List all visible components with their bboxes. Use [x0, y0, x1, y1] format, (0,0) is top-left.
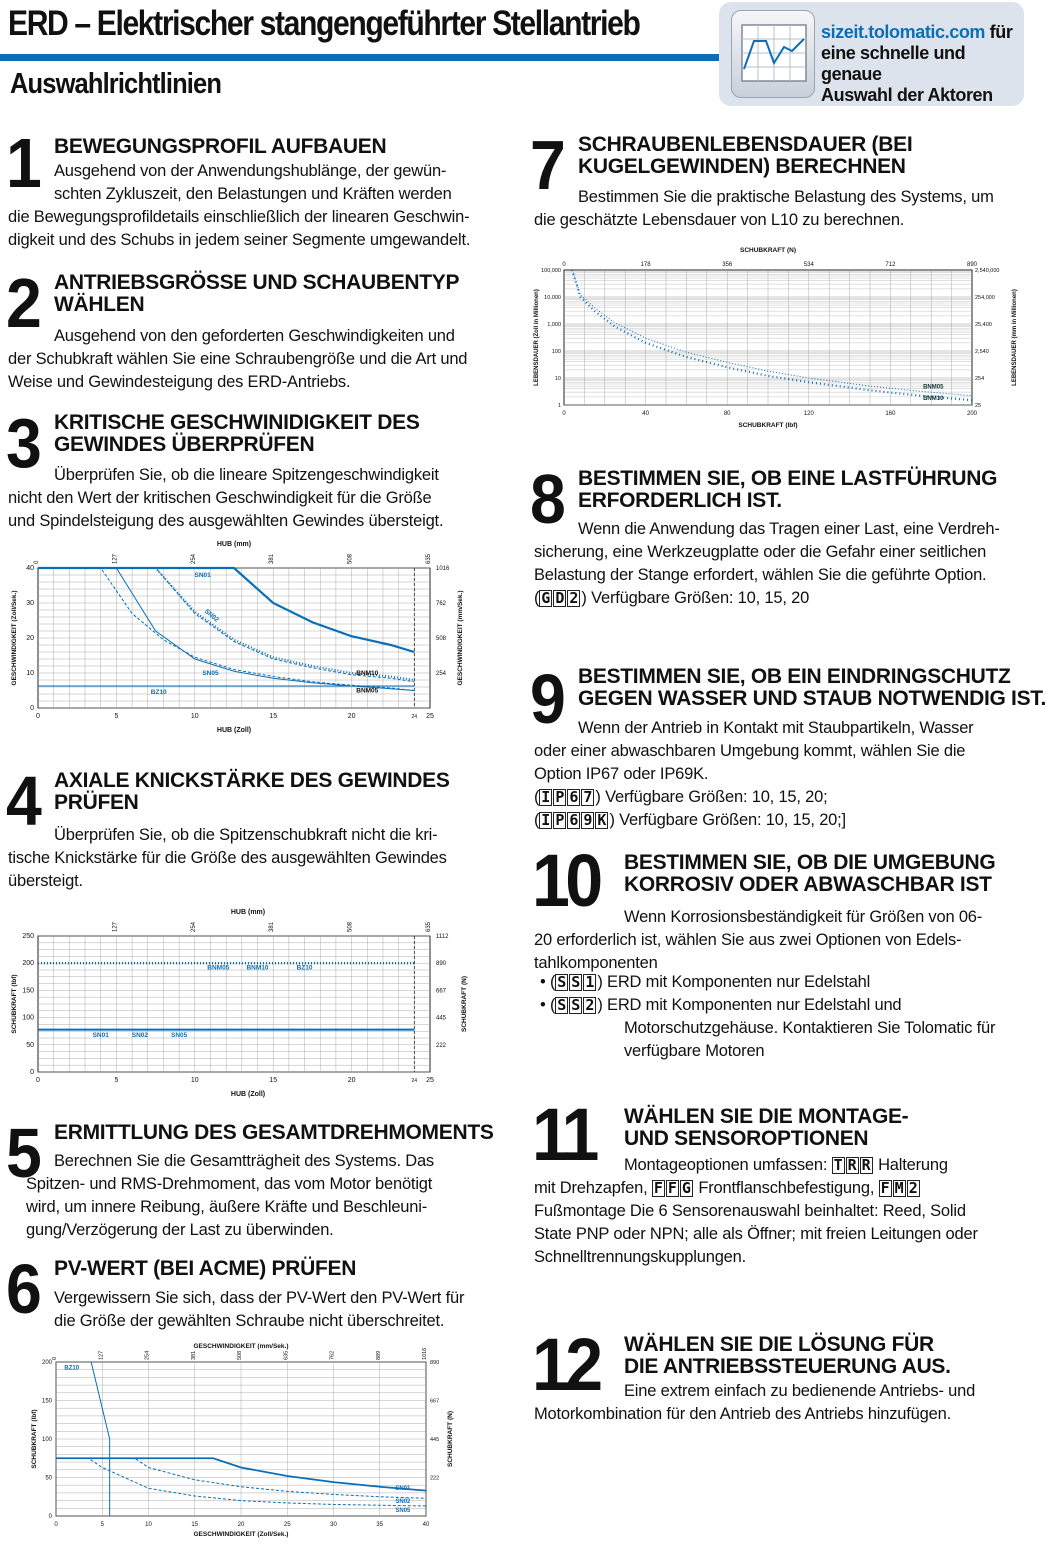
option-line: ( G D 2 ) Verfügbare Größen: 10, 15, 20: [534, 589, 810, 607]
body-line: Belastung der Stange erfordert, wählen Sie die geführte Option.: [534, 566, 987, 584]
series-label: BNM10: [356, 669, 379, 677]
section-title: BEWEGUNGSPROFIL AUFBAUEN: [54, 135, 387, 158]
x-tick-top-label: 508: [347, 553, 354, 564]
section-title: GEWINDES ÜBERPRÜFEN: [54, 433, 315, 456]
x-tick-top-label: 254: [190, 553, 197, 564]
y-tick-label: 10,000: [544, 295, 561, 301]
x-tick-top-label: 381: [190, 1350, 197, 1360]
x-tick-top-label: 127: [98, 1350, 105, 1360]
x-tick-label: 5: [100, 1522, 104, 1528]
y-tick-right-label: 254: [975, 376, 985, 382]
body-line: Schnelltrennungskupplungen.: [534, 1248, 747, 1266]
y-tick-label: 100: [551, 349, 561, 355]
step-number: 11: [532, 1093, 595, 1176]
x-tick-top-label: 0: [34, 560, 40, 564]
series-label: BNM05: [923, 384, 944, 391]
y-axis-label: GESCHWINDIGKEIT (Zoll/Sek.): [11, 590, 18, 686]
x-tick-top-label: 889: [375, 1350, 382, 1360]
body-line: 20 erforderlich ist, wählen Sie aus zwei Optionen von Edels-: [534, 931, 962, 949]
y-tick-label: 20: [26, 635, 34, 642]
y-tick-right-label: 445: [436, 1015, 447, 1022]
y-tick-label: 0: [30, 1069, 34, 1076]
body-line: Wenn die Anwendung das Tragen einer Last, eine Verdreh-: [578, 520, 1000, 538]
chart-title: HUB (mm): [216, 541, 252, 548]
y-tick-label: 1,000: [547, 322, 561, 328]
body-line: Wenn der Antrieb in Kontakt mit Staubpartikeln, Wasser: [578, 719, 974, 737]
y-tick-label: 30: [26, 600, 34, 607]
y-tick-right-label: 25,400: [975, 322, 992, 328]
x-tick-label: 120: [803, 411, 814, 417]
bullet-item: • ( S S 1 ) ERD mit Komponenten nur Edelstahl: [540, 973, 871, 991]
section-title: UND SENSOROPTIONEN: [624, 1127, 869, 1150]
x-tick-label: 0: [36, 1077, 40, 1084]
body-line: Wenn Korrosionsbeständigkeit für Größen von 06-: [624, 908, 983, 926]
x-tick-top-label: 178: [640, 262, 651, 268]
page-subtitle: Auswahlrichtlinien: [10, 68, 222, 100]
series-label: SN02: [131, 1032, 149, 1040]
y-axis-right-label: SCHUBKRAFT (N): [447, 1411, 454, 1467]
section-title: WÄHLEN SIE DIE LÖSUNG FÜR: [624, 1333, 934, 1356]
section-title: WÄHLEN: [54, 293, 145, 316]
y-tick-label: 0: [48, 1514, 52, 1520]
step-number: 12: [532, 1323, 599, 1406]
x-tick-top-label: 508: [347, 921, 354, 932]
y-tick-label: 0: [30, 705, 34, 712]
body-line: tahlkomponenten: [534, 954, 658, 972]
section-title: PRÜFEN: [54, 791, 139, 814]
series-label: BZ10: [296, 964, 313, 972]
y-tick-label: 50: [45, 1475, 52, 1482]
y-tick-label: 40: [26, 565, 34, 572]
x-tick-top-label: 890: [966, 262, 978, 268]
body-line: State PNP oder NPN; alle als Öffner; mit freien Leitungen oder: [534, 1225, 978, 1243]
section-title: BESTIMMEN SIE, OB EIN EINDRINGSCHUTZ: [578, 665, 1011, 688]
x-tick-label: 10: [190, 1077, 199, 1084]
x-tick-top-label: 127: [112, 921, 119, 932]
x-tick-top-label: 1016: [422, 1347, 428, 1360]
x-tick-label: 25: [426, 713, 434, 720]
series-label: BNM10: [923, 396, 944, 403]
body-line: und Spindelsteigung des ausgewählten Gewindes übersteigt.: [8, 512, 444, 530]
pv-chart: [26, 1338, 456, 1538]
body-line: mit Drehzapfen, F F G Frontflanschbefestigung, F M 2: [534, 1179, 918, 1197]
series-label: SN02: [202, 607, 220, 624]
section-title: SCHRAUBENLEBENSDAUER (BEI: [578, 133, 913, 156]
series-label: SN01: [92, 1032, 109, 1040]
y-tick-label: 100: [22, 1014, 34, 1022]
x-tick-label: 200: [966, 411, 978, 417]
body-line: Vergewissern Sie sich, dass der PV-Wert den PV-Wert für: [54, 1289, 465, 1307]
x-axis-label: HUB (Zoll): [216, 727, 252, 734]
x-tick-top-label: 635: [283, 1350, 290, 1360]
y-tick-label: 10: [26, 670, 34, 677]
x-tick-label: 5: [114, 1077, 119, 1084]
critical-speed-chart: [6, 534, 466, 739]
x-tick-label: 20: [347, 713, 356, 720]
y-tick-right-label: 667: [436, 988, 447, 995]
series-label: SN05: [202, 669, 219, 677]
y-axis-label: LEBENSDAUER (Zoll in Millionen): [534, 289, 540, 386]
x-tick-top-label: 254: [190, 921, 197, 932]
y-tick-label: 200: [22, 960, 34, 968]
y-tick-right-label: 254: [436, 671, 447, 677]
section-title: GEGEN WASSER UND STAUB NOTWENDIG IST.: [578, 687, 1046, 710]
y-tick-right-label: 222: [430, 1475, 440, 1482]
x-axis-label: GESCHWINDIGKEIT (Zoll/Sek.): [193, 1531, 289, 1538]
screw-life-chart: [530, 240, 1026, 440]
x-tick-label: 20: [237, 1522, 245, 1528]
buckling-chart: [6, 902, 466, 1102]
sizeit-text-3: Auswahl der Aktoren: [821, 85, 993, 105]
x-tick-label: 15: [191, 1522, 199, 1528]
y-tick-label: 200: [41, 1360, 52, 1366]
series-label: BZ10: [150, 689, 167, 696]
body-line: Ausgehend von den geforderten Geschwindigkeiten und: [54, 327, 455, 345]
y-tick-right-label: 1016: [436, 566, 450, 572]
body-line: oder einer abwaschbaren Umgebung kommt, wählen Sie die: [534, 742, 966, 760]
bullet-cont: verfügbare Motoren: [624, 1042, 765, 1060]
sizeit-text-2: eine schnelle und genaue: [821, 43, 966, 84]
x-tick-label: 15: [269, 713, 278, 720]
y-tick-right-label: 762: [436, 601, 447, 607]
y-axis-label: SCHUBKRAFT (lbf): [31, 1409, 38, 1469]
y-axis-right-label: SCHUBKRAFT (N): [461, 976, 468, 1032]
x-tick-label: 0: [36, 713, 40, 720]
body-line: schten Zykluszeit, den Belastungen und Kräften werden: [54, 185, 452, 203]
y-tick-label: 50: [26, 1041, 34, 1049]
body-line: Weise und Gewindesteigung des ERD-Antriebs.: [8, 373, 351, 391]
section-title: ERFORDERLICH IST.: [578, 489, 782, 512]
body-line: Überprüfen Sie, ob die lineare Spitzengeschwindigkeit: [54, 466, 439, 484]
section-title: KRITISCHE GESCHWINIDIGKEIT DES: [54, 411, 420, 434]
x-tick-label: 24: [411, 1078, 418, 1084]
y-axis-label: SCHUBKRAFT (lbf): [11, 974, 18, 1034]
series-label: SN05: [170, 1032, 188, 1040]
body-line: Spitzen- und RMS-Drehmoment, das vom Motor benötigt: [26, 1175, 433, 1193]
step-number: 5: [6, 1114, 38, 1192]
x-tick-label: 30: [330, 1522, 337, 1528]
sizeit-box[interactable]: [719, 2, 1024, 106]
x-axis-label: HUB (Zoll): [230, 1091, 266, 1098]
body-line: übersteigt.: [8, 872, 83, 890]
chart-title: HUB (mm): [230, 909, 266, 916]
x-tick-label: 0: [562, 411, 566, 417]
section-title: BESTIMMEN SIE, OB EINE LASTFÜHRUNG: [578, 467, 998, 490]
section-title: DIE ANTRIEBSSTEUERUNG AUS.: [624, 1355, 951, 1378]
step-number: 1: [6, 124, 38, 202]
step-number: 4: [6, 762, 38, 840]
bullet-cont: Motorschutzgehäuse. Kontaktieren Sie Tolomatic für: [624, 1019, 996, 1037]
x-tick-label: 24: [411, 714, 418, 720]
body-line: Eine extrem einfach zu bedienende Antriebs- und: [624, 1382, 976, 1400]
section-title: PV-WERT (BEI ACME) PRÜFEN: [54, 1257, 357, 1280]
x-tick-top-label: 0: [562, 262, 566, 268]
body-line: gung/Verzögerung der Last zu überwinden.: [26, 1221, 334, 1239]
x-tick-label: 160: [885, 411, 896, 417]
body-line: die geschätzte Lebensdauer von L10 zu berechnen.: [534, 211, 905, 229]
body-line: die Größe der gewählten Schraube nicht überschreitet.: [54, 1312, 445, 1330]
x-tick-top-label: 254: [144, 1350, 151, 1360]
x-tick-label: 35: [376, 1522, 384, 1528]
x-tick-top-label: 127: [112, 553, 119, 564]
x-tick-label: 25: [426, 1077, 434, 1084]
y-tick-right-label: 667: [430, 1398, 440, 1405]
section-title: ERMITTLUNG DES GESAMTDREHMOMENTS: [54, 1121, 494, 1144]
section-title: AXIALE KNICKSTÄRKE DES GEWINDES: [54, 769, 450, 792]
series-label: SN01: [194, 571, 211, 579]
y-tick-label: 100,000: [541, 268, 561, 274]
y-tick-right-label: 222: [436, 1042, 447, 1049]
x-tick-top-label: 635: [426, 921, 432, 932]
section-title: WÄHLEN SIE DIE MONTAGE-: [624, 1105, 909, 1128]
x-tick-label: 40: [642, 411, 649, 417]
x-tick-label: 20: [347, 1077, 356, 1084]
x-axis-label: SCHUBKRAFT (lbf): [738, 422, 798, 429]
y-tick-label: 100: [41, 1437, 52, 1443]
x-tick-label: 40: [422, 1522, 430, 1528]
y-tick-label: 250: [22, 933, 34, 940]
x-tick-label: 0: [54, 1522, 58, 1528]
body-line: Montageoptionen umfassen: T R R Halterung: [624, 1156, 948, 1174]
y-tick-right-label: 254,000: [975, 295, 995, 301]
series-label: BNM05: [207, 964, 230, 972]
title-rule: [0, 54, 719, 61]
y-axis-right-label: LEBENSDAUER (mm in Millionen): [1012, 289, 1018, 386]
y-tick-right-label: 1112: [436, 934, 449, 940]
x-tick-label: 10: [145, 1522, 152, 1528]
y-tick-right-label: 890: [436, 961, 447, 968]
page-title: ERD – Elektrischer stangengeführter Stellantrieb: [8, 4, 640, 43]
series-label: SN05: [395, 1508, 411, 1515]
step-number: 9: [530, 660, 562, 738]
step-number: 7: [530, 126, 562, 204]
section-title: KUGELGEWINDEN) BERECHNEN: [578, 155, 906, 178]
x-tick-top-label: 534: [803, 262, 814, 268]
step-number: 6: [6, 1250, 38, 1328]
series-label: BNM10: [246, 964, 269, 972]
x-tick-label: 10: [190, 713, 199, 720]
x-tick-top-label: 356: [722, 262, 733, 268]
y-tick-right-label: 25: [975, 403, 982, 409]
sizeit-link[interactable]: sizeit.tolomatic.com: [821, 22, 986, 42]
body-line: die Bewegungsprofildetails einschließlich der linearen Geschwin-: [8, 208, 470, 226]
x-tick-label: 15: [269, 1077, 278, 1084]
body-line: Bestimmen Sie die praktische Belastung des Systems, um: [578, 188, 994, 206]
body-line: wird, um innere Reibung, äußere Kräfte und Beschleuni-: [26, 1198, 428, 1216]
y-tick-right-label: 2,540,000: [975, 268, 1000, 274]
body-line: Berechnen Sie die Gesamtträgheit des Systems. Das: [54, 1152, 434, 1170]
y-tick-right-label: 508: [436, 636, 447, 642]
y-tick-label: 150: [41, 1398, 52, 1405]
y-tick-right-label: 445: [430, 1437, 440, 1443]
option-line: ( I P 6 9 K ) Verfügbare Größen: 10, 15, 20;]: [534, 811, 846, 829]
y-tick-right-label: 890: [430, 1360, 440, 1366]
x-tick-top-label: 712: [885, 262, 896, 268]
chart-title: GESCHWINDIGKEIT (mm/Sek.): [193, 1343, 289, 1350]
step-number: 8: [530, 460, 562, 538]
series-label: SN02: [395, 1498, 411, 1505]
x-tick-top-label: 381: [269, 921, 276, 932]
body-line: Motorkombination für den Antrieb des Antriebs hinzufügen.: [534, 1405, 951, 1423]
y-axis-right-label: GESCHWINDIGKEIT (mm/Sek.): [457, 590, 464, 686]
sizeit-text-1: für: [989, 22, 1013, 42]
y-tick-label: 10: [554, 376, 561, 382]
body-line: Fußmontage Die 6 Sensorenauswahl beinhaltet: Reed, Solid: [534, 1202, 966, 1220]
series-label: SN01: [395, 1485, 411, 1492]
chart-title: SCHUBKRAFT (N): [740, 247, 796, 254]
chart-icon: [731, 10, 815, 98]
section-title: KORROSIV ODER ABWASCHBAR IST: [624, 873, 992, 896]
x-tick-label: 80: [723, 411, 731, 417]
step-number: 3: [6, 404, 38, 482]
section-title: BESTIMMEN SIE, OB DIE UMGEBUNG: [624, 851, 996, 874]
x-tick-top-label: 0: [52, 1356, 58, 1360]
x-tick-top-label: 381: [269, 553, 276, 564]
series-label: BZ10: [64, 1365, 80, 1372]
step-number: 2: [6, 264, 38, 342]
step-number: 10: [532, 839, 599, 922]
body-line: der Schubkraft wählen Sie eine Schraubengröße und die Art und: [8, 350, 468, 368]
x-tick-top-label: 635: [426, 553, 432, 564]
body-line: Option IP67 oder IP69K.: [534, 765, 709, 783]
x-tick-label: 5: [114, 713, 119, 720]
y-tick-right-label: 2,540: [975, 349, 989, 355]
body-line: sicherung, eine Werkzeugplatte oder die Gefahr einer seitlichen: [534, 543, 987, 561]
x-tick-label: 25: [283, 1522, 291, 1528]
body-line: digkeit und des Schubs in jedem seiner Segmente umgewandelt.: [8, 231, 471, 249]
y-tick-label: 1: [557, 403, 561, 409]
series-label: BNM05: [356, 687, 379, 695]
body-line: Ausgehend von der Anwendungshublänge, der gewün-: [54, 162, 447, 180]
bullet-item: • ( S S 2 ) ERD mit Komponenten nur Edelstahl und: [540, 996, 902, 1014]
body-line: Überprüfen Sie, ob die Spitzenschubkraft nicht die kri-: [54, 826, 438, 844]
section-title: ANTRIEBSGRÖSSE UND SCHAUBENTYP: [54, 271, 460, 294]
option-line: ( I P 6 7 ) Verfügbare Größen: 10, 15, 20;: [534, 788, 828, 806]
x-tick-top-label: 762: [329, 1350, 336, 1360]
y-tick-label: 150: [22, 987, 34, 995]
x-tick-top-label: 508: [237, 1350, 243, 1360]
body-line: tische Knickstärke für die Größe des ausgewählten Gewindes: [8, 849, 447, 867]
body-line: nicht den Wert der kritischen Geschwindigkeit für die Größe: [8, 489, 432, 507]
